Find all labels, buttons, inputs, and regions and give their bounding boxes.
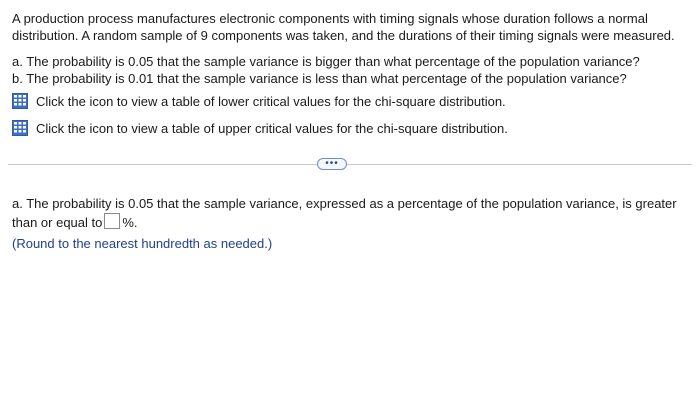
answer-text-after: %. (122, 215, 138, 230)
expand-more-button[interactable]: ••• (317, 158, 347, 170)
answer-input-box[interactable] (104, 213, 120, 229)
rounding-instruction: (Round to the nearest hundredth as needed.) (12, 236, 273, 251)
answer-sentence (12, 194, 688, 232)
answer-section (12, 194, 688, 253)
problem-intro: A production process manufactures electronic components with timing signals whose duration follows a normal distribution. A random sample of 9 components was taken, and the durations of their timing signals were measured. (12, 11, 675, 43)
question-a: a. The probability is 0.05 that the sample variance is bigger than what percentage of the population variance? (12, 54, 640, 69)
section-divider (8, 164, 692, 165)
upper-table-link[interactable] (12, 119, 688, 137)
question-list (12, 53, 688, 87)
table-grid-icon[interactable] (12, 120, 28, 136)
table-grid-icon[interactable] (12, 93, 28, 109)
lower-table-link[interactable] (12, 92, 688, 110)
lower-table-link-text[interactable]: Click the icon to view a table of lower critical values for the chi-square distribution. (36, 93, 506, 109)
answer-text-before: a. The probability is 0.05 that the sample variance, expressed as a percentage of the population variance, is greater than or equal to (12, 196, 677, 230)
question-b: b. The probability is 0.01 that the sample variance is less than what percentage of the population variance? (12, 71, 627, 86)
problem-statement (12, 10, 688, 137)
upper-table-link-text[interactable]: Click the icon to view a table of upper critical values for the chi-square distribution. (36, 120, 508, 136)
